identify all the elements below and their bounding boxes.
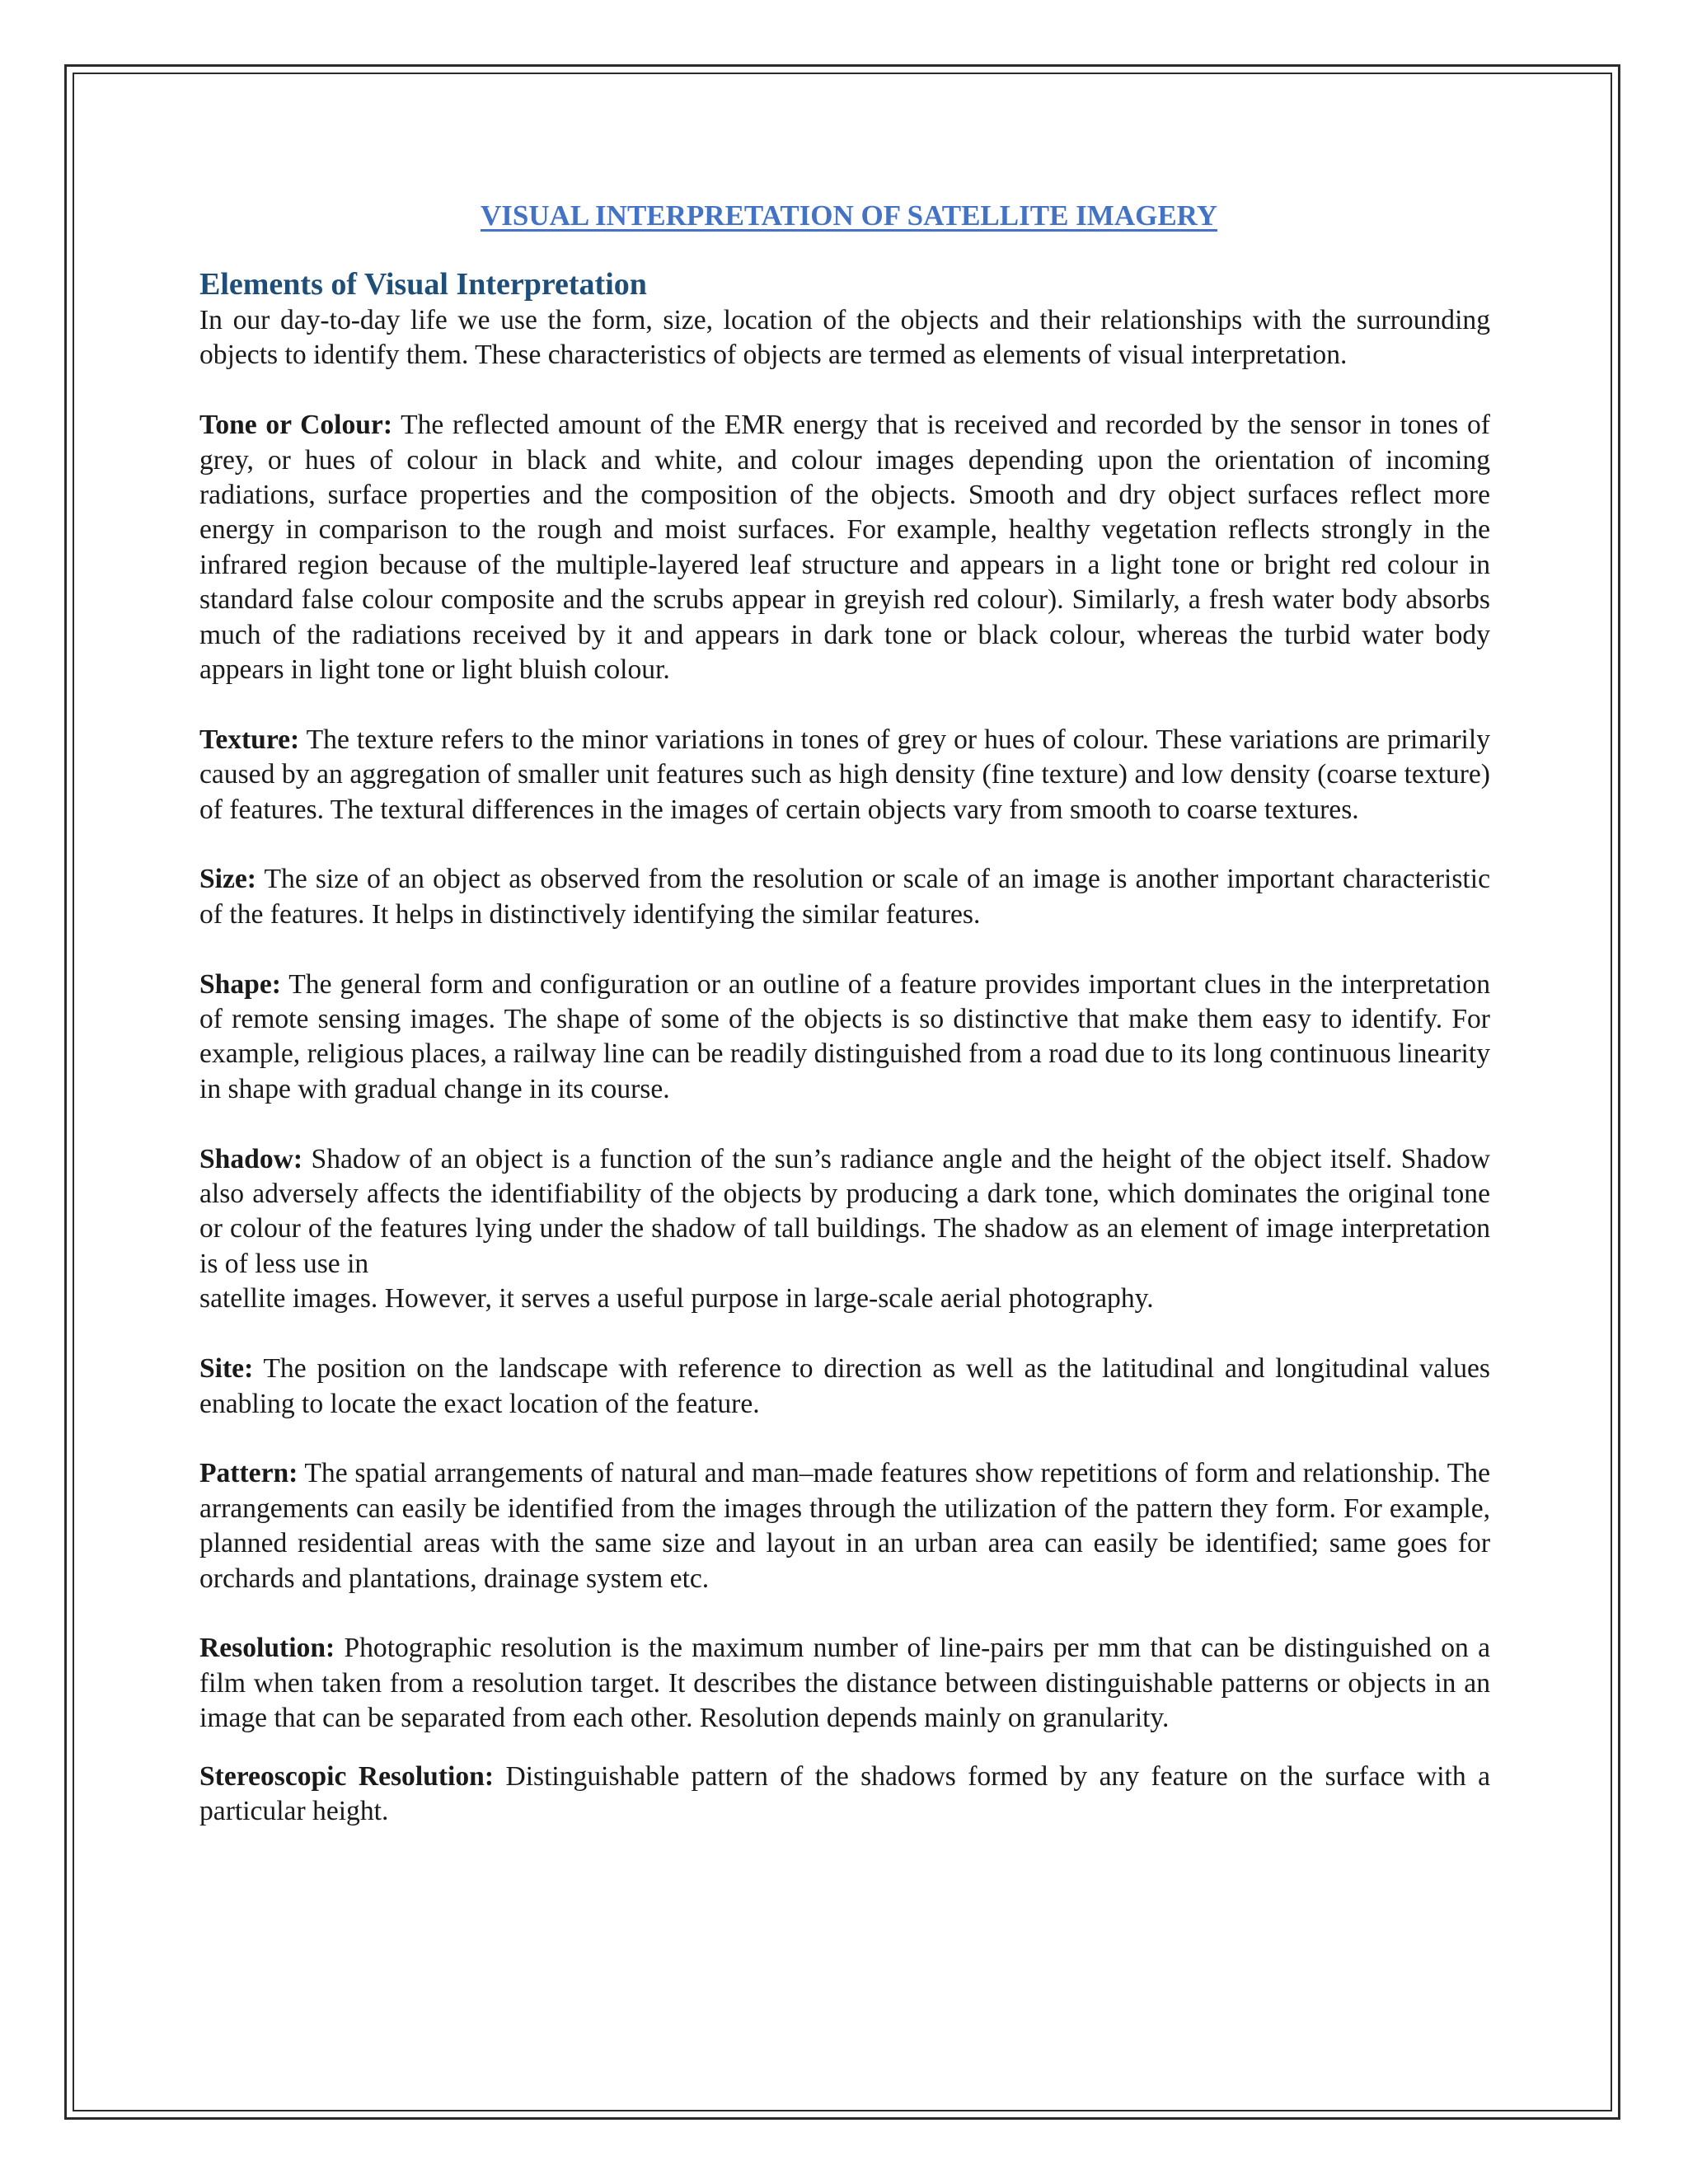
element-term: Shape: <box>199 968 281 1000</box>
element-shadow <box>199 1142 1490 1317</box>
element-term: Tone or Colour: <box>199 410 393 441</box>
document-title: VISUAL INTERPRETATION OF SATELLITE IMAGERY <box>480 199 1218 232</box>
element-site <box>199 1352 1490 1422</box>
element-term: Shadow: <box>199 1143 303 1174</box>
element-shape <box>199 968 1490 1108</box>
element-term: Size: <box>199 864 256 895</box>
element-description: Photographic resolution is the maximum number of line-pairs per mm that can be distinguished on a film when taken from a resolution target. It describes the distance between distinguishable patterns or objects in an image that can be separated from each other. Resolution depends mainly on granularity. <box>199 1633 1490 1734</box>
element-description: Distinguishable pattern of the shadows formed by any feature on the surface with a particular height. <box>199 1760 1490 1826</box>
element-texture <box>199 723 1490 827</box>
element-description: The reflected amount of the EMR energy that is received and recorded by the sensor in tones of grey, or hues of colour in black and white, and colour images depending upon the orientation of incoming radiations, surface properties and the composition of the objects. Smooth and dry object surfaces reflect more energy in comparison to the rough and moist surfaces. For example, healthy vegetation reflects strongly in the infrared region because of the multiple-layered leaf structure and appears in a light tone or bright red colour in standard false colour composite and the scrubs appear in greyish red colour). Similarly, a fresh water body absorbs much of the radiations received by it and appears in dark tone or black colour, whereas the turbid water body appears in light tone or light bluish colour. <box>199 410 1490 686</box>
element-term: Site: <box>199 1353 254 1385</box>
section-heading: Elements of Visual Interpretation <box>199 267 647 302</box>
element-term: Stereoscopic Resolution: <box>199 1760 495 1792</box>
element-stereoscopic-resolution <box>199 1760 1490 1830</box>
element-description: The position on the landscape with reference to direction as well as the latitudinal and longitudinal values enabling to locate the exact location of the feature. <box>199 1353 1490 1419</box>
element-description-continuation: satellite images. However, it serves a useful purpose in large-scale aerial photography. <box>199 1283 1154 1315</box>
element-description: The spatial arrangements of natural and man–made features show repetitions of form and relationship. The arrangements can easily be identified from the images through the utilization of the pattern they form. For example, planned residential areas with the same size and layout in an urban area can easily be identified; same goes for orchards and plantations, drainage system etc. <box>199 1458 1490 1594</box>
element-size <box>199 862 1490 932</box>
element-term: Pattern: <box>199 1458 298 1489</box>
element-description: The general form and configuration or an outline of a feature provides important clues in the interpretation of remote sensing images. The shape of some of the objects is so distinctive that make them easy to identify. For example, religious places, a railway line can be readily distinguished from a road due to its long continuous linearity in shape with gradual change in its course. <box>199 968 1490 1104</box>
element-resolution <box>199 1631 1490 1736</box>
element-pattern <box>199 1456 1490 1596</box>
element-tone-colour <box>199 408 1490 687</box>
element-description: The size of an object as observed from the resolution or scale of an image is another important characteristic of the features. It helps in distinctively identifying the similar features. <box>199 864 1490 930</box>
element-term: Texture: <box>199 724 300 755</box>
intro-paragraph: In our day-to-day life we use the form, size, location of the objects and their relationships with the surrounding objects to identify them. These characteristics of objects are termed as elements of visual interpretation. <box>199 305 1490 371</box>
element-description: Shadow of an object is a function of the sun’s radiance angle and the height of the object itself. Shadow also adversely affects the identifiability of the objects by producing a dark tone, which dominates the original tone or colour of the features lying under the shadow of tall buildings. The shadow as an element of image interpretation is of less use in <box>199 1143 1490 1279</box>
element-term: Resolution: <box>199 1633 335 1664</box>
element-description: The texture refers to the minor variations in tones of grey or hues of colour. These variations are primarily caused by an aggregation of smaller unit features such as high density (fine texture) and low density (coarse texture) of features. The textural differences in the images of certain objects vary from smooth to coarse textures. <box>199 724 1490 825</box>
document-body <box>199 194 1490 1864</box>
